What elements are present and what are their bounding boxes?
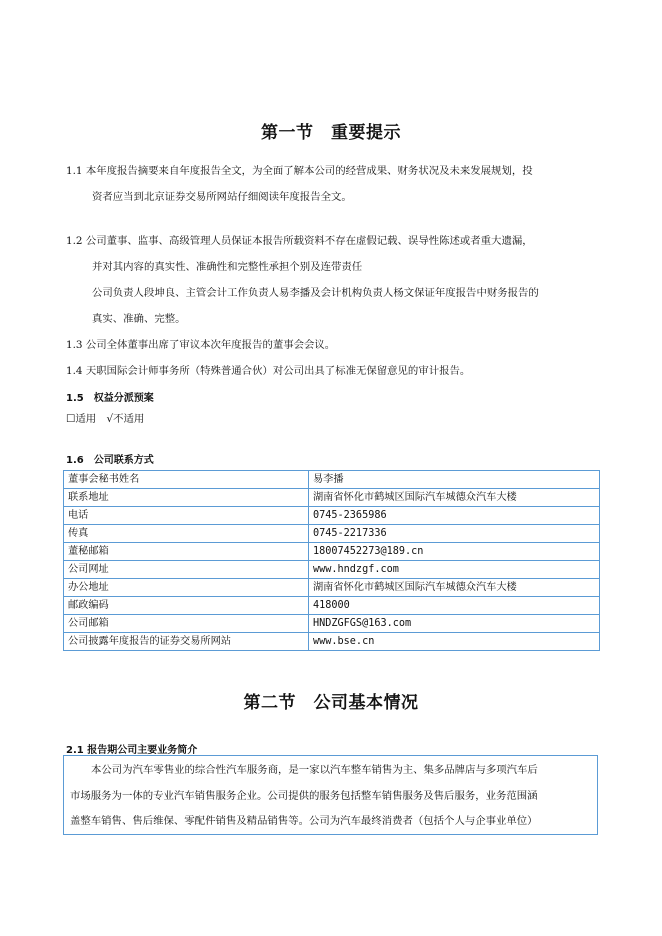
business-intro-line-3: 盖整车销售、售后维保、零配件销售及精品销售等。公司为汽车最终消费者（包括个人与企事业单位） (70, 815, 538, 827)
table-row (64, 561, 600, 579)
section-2-title: 第二节 公司基本情况 (243, 693, 419, 713)
paragraph-1-2-line-3: 公司负责人段坤良、主管会计工作负责人易李播及会计机构负责人杨文保证年度报告中财务报告的 (92, 287, 539, 299)
paragraph-1-4 (66, 358, 606, 384)
contact-value: 418000 (309, 597, 600, 615)
contact-label: 邮政编码 (64, 597, 309, 615)
contact-label: 董秘邮箱 (64, 543, 309, 561)
paragraph-1-3-text: 1.3 公司全体董事出席了审议本次年度报告的董事会会议。 (66, 339, 336, 351)
contact-value: www.bse.cn (309, 633, 600, 651)
table-row (64, 525, 600, 543)
heading-2-1: 2.1 报告期公司主要业务简介 (66, 745, 198, 756)
business-intro-box (63, 755, 598, 835)
paragraph-1-2-line-2: 并对其内容的真实性、准确性和完整性承担个别及连带责任 (92, 261, 363, 273)
contact-value: 0745-2217336 (309, 525, 600, 543)
paragraph-1-2-line-4: 真实、准确、完整。 (92, 313, 186, 325)
paragraph-1-2-line-1: 1.2 公司董事、监事、高级管理人员保证本报告所载资料不存在虚假记载、误导性陈述或者重大遗漏， (66, 235, 533, 247)
contact-table (63, 470, 600, 651)
table-row (64, 579, 600, 597)
heading-1-6: 1.6 公司联系方式 (66, 455, 154, 466)
business-intro-paragraph (70, 758, 591, 835)
contact-label: 办公地址 (64, 579, 309, 597)
contact-value: 湖南省怀化市鹤城区国际汽车城德众汽车大楼 (309, 579, 600, 597)
business-intro-line-2: 市场服务为一体的专业汽车销售服务企业。公司提供的服务包括整车销售服务及售后服务，业务范围涵 (70, 789, 538, 802)
contact-value: 湖南省怀化市鹤城区国际汽车城德众汽车大楼 (309, 489, 600, 507)
dividend-options: ☐适用 √不适用 (66, 413, 145, 425)
table-row (64, 489, 600, 507)
table-row (64, 543, 600, 561)
paragraph-1-1-line-1: 1.1 本年度报告摘要来自年度报告全文，为全面了解本公司的经营成果、财务状况及未来发展规划，投 (66, 165, 533, 177)
contact-value: 易李播 (309, 471, 600, 489)
business-intro-line-1: 本公司为汽车零售业的综合性汽车服务商，是一家以汽车整车销售为主、集多品牌店与多项汽车后 (91, 764, 538, 776)
table-row (64, 507, 600, 525)
paragraph-1-3 (66, 332, 606, 358)
contact-label: 公司邮箱 (64, 615, 309, 633)
contact-label: 联系地址 (64, 489, 309, 507)
contact-label: 公司网址 (64, 561, 309, 579)
contact-value: HNDZGFGS@163.com (309, 615, 600, 633)
table-row (64, 597, 600, 615)
contact-label: 传真 (64, 525, 309, 543)
contact-label: 董事会秘书姓名 (64, 471, 309, 489)
contact-label: 电话 (64, 507, 309, 525)
paragraph-1-4-text: 1.4 天职国际会计师事务所（特殊普通合伙）对公司出具了标准无保留意见的审计报告。 (66, 365, 471, 377)
table-row (64, 471, 600, 489)
contact-value: www.hndzgf.com (309, 561, 600, 579)
contact-label: 公司披露年度报告的证券交易所网站 (64, 633, 309, 651)
paragraph-1-1-line-2: 资者应当到北京证券交易所网站仔细阅读年度报告全文。 (92, 191, 352, 203)
paragraph-1-2 (66, 228, 606, 332)
section-1-title: 第一节 重要提示 (261, 123, 401, 143)
contact-value: 0745-2365986 (309, 507, 600, 525)
table-row (64, 615, 600, 633)
paragraph-1-1 (66, 158, 606, 210)
contact-value: 18007452273@189.cn (309, 543, 600, 561)
heading-1-5: 1.5 权益分派预案 (66, 393, 154, 404)
table-row (64, 633, 600, 651)
